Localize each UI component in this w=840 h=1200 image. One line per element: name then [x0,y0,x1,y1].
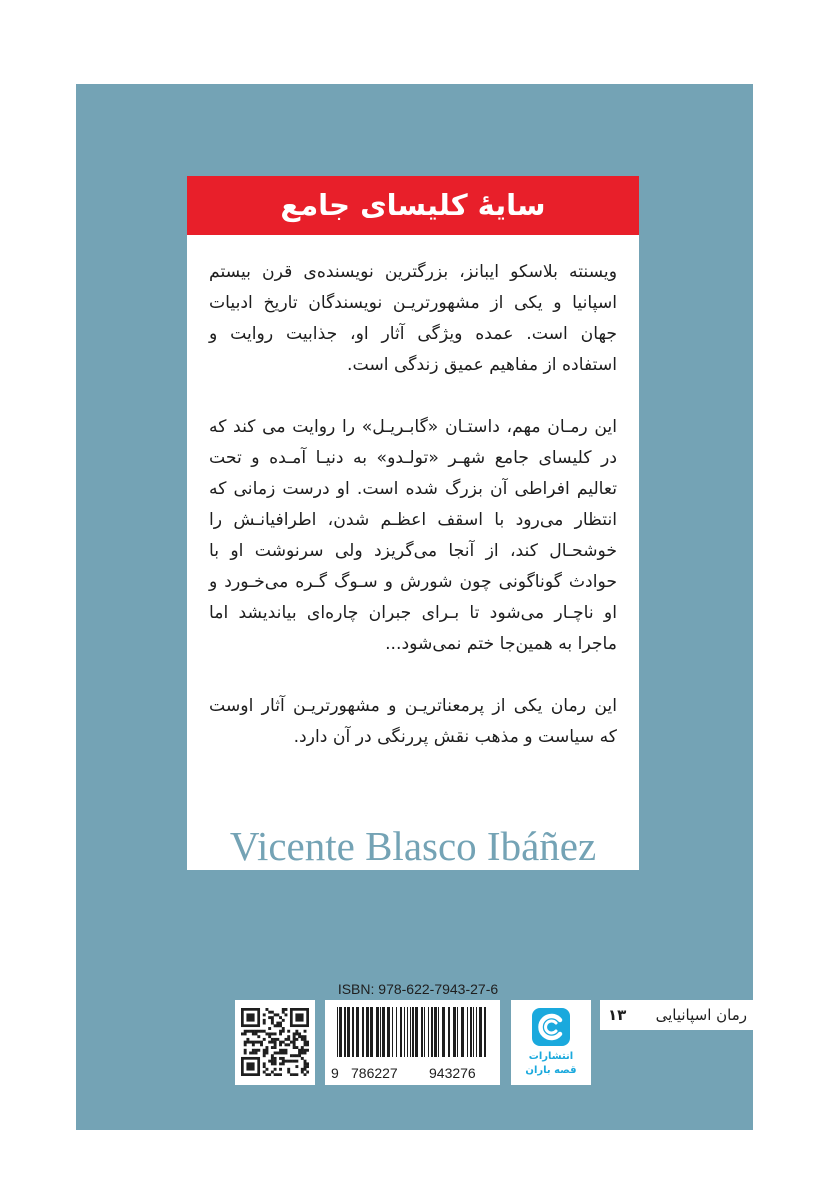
barcode-digit-first: 9 [331,1065,339,1081]
synopsis-paragraph-3: این رمان یکی از پرمعناتریـن و مشهورتریـن آثار اوست که سیاست و مذهب نقش پررنگی در آن دارد. [209,696,617,747]
book-title: سایهٔ کلیسای جامع [187,176,639,235]
isbn-label: ISBN: 978-622-7943-27-6 [337,981,499,997]
synopsis-box [187,235,639,822]
author-name: Vicente Blasco Ibáñez [187,822,639,870]
barcode-digit-group-2: 943276 [429,1065,476,1081]
series-number: ۱۳ [608,1006,627,1024]
publisher-logo-icon [532,1008,570,1046]
synopsis-paragraph-1: ویسنته بلاسکو ایبانز، بزرگترین نویسنده‌ی قرن بیستم اسپانیا و یکی از مشهورتریـن نویسندگان تاریخ ادبیات جهان است. عمده ویژگی آثار او، جذابیت روایت و استفاده از مفاهیم عمیق زندگی است. [209,262,617,375]
series-label-box [600,1000,753,1030]
qr-code-icon [241,1008,309,1076]
publisher-name-line-2: قصه باران [525,1065,577,1076]
barcode-icon [333,1007,492,1057]
synopsis-paragraph-2: این رمـان مهم، داستـان «گابـریـل» را روایت می کند که در کلیسای جامع شهـر «تولـدو» به دنیـا آمـده و تحت تعالیم افراطی آن بزرگ شده است. او درست زمانی که انتظار می‌رود با اسقف اعظـم شدن، اطرافیانـش را خوشحـال کند، از آنجا می‌گریزد ولی سرنوشت او با حوادث گوناگونی چون شورش و سـوگ گـره می‌خـورد و او ناچـار می‌شود تا بـرای جبران چاره‌ای بیاندیشد اما ماجرا به همین‌جا ختم نمی‌شود... [209,417,617,654]
series-label: رمان اسپانیایی [655,1006,747,1024]
barcode [325,1000,500,1085]
publisher-name-line-1: انتشارات [528,1051,574,1062]
barcode-digit-group-1: 786227 [351,1065,398,1081]
publisher-name [511,1050,591,1078]
publisher-logo [511,1000,591,1085]
qr-code [235,1000,315,1085]
